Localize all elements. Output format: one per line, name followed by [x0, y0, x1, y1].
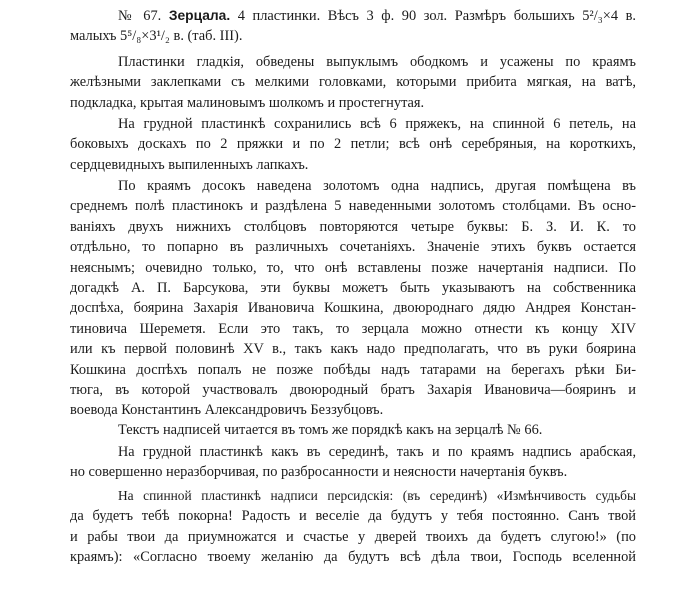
text-line: но совершенно неразборчивая, по разбросанности и неясности начертанія буквъ.	[70, 464, 568, 481]
text-line: Текстъ надписей читается въ томъ же порядкѣ какъ на зерцалѣ № 66.	[118, 422, 543, 438]
entry-description: 4 пластинки. Вѣсъ 3 ф. 90 зол. Размѣръ большихъ 5²/₃×4 в.	[237, 8, 636, 24]
text-line: и рабы твои да приумножатся и счастье у дверей твоихъ да будетъ слугою!» (по	[70, 528, 636, 545]
text-line: подкладка, крытая малиновымъ шолкомъ и простегнутая.	[70, 94, 425, 111]
paragraph-heading-entry-67	[70, 6, 636, 47]
text-line: краямъ): «Согласно твоему желанію да будутъ всѣ дѣла твои, Господь вселенной	[70, 549, 636, 566]
text-line: желѣзными заклепками съ мелкими головками, которыми прибита мягкая, на ватѣ,	[70, 74, 636, 91]
text-line: или къ первой половинѣ XV в., такъ какъ надо предполагать, что въ руки боярина	[70, 341, 636, 358]
paragraph-buckles	[70, 114, 636, 175]
paragraph-persian-inscription	[70, 486, 636, 568]
text-line: догадкѣ А. П. Барсукова, эти буквы можетъ быть указываютъ на собственника	[70, 280, 636, 297]
paragraph-inscriptions	[70, 176, 636, 421]
entry-title: Зерцала.	[168, 8, 231, 23]
text-line: На грудной пластинкѣ какъ въ серединѣ, такъ и по краямъ надпись арабская,	[118, 444, 636, 460]
text-line: доспѣха, боярина Захарія Ивановича Кошкина, двоюроднаго дядю Андрея Констан-	[70, 300, 636, 317]
text-line: да будетъ тебѣ покорна! Радость и веселіе да будутъ у тебя постоянно. Санъ твой	[70, 508, 636, 525]
text-line: тиновича Шереметя. Если это такъ, то зерцала можно отнести къ концу XIV	[70, 320, 636, 337]
text-line: На грудной пластинкѣ сохранились всѣ 6 пряжекъ, на спинной 6 петель, на	[118, 116, 636, 132]
text-line: неяснымъ; очевидно только, то, что онѣ вставлены позже начертанія надписи. По	[70, 259, 636, 276]
text-line	[70, 6, 636, 26]
text-line: Пластинки гладкія, обведены выпуклымъ ободкомъ и усажены по краямъ	[118, 54, 636, 70]
paragraph-arabic-inscription	[70, 442, 636, 483]
entry-number: № 67.	[118, 8, 162, 24]
text-line: По краямъ досокъ наведена золотомъ одна надпись, другая помѣщена въ	[118, 178, 636, 194]
text-line: отдѣльно, то попарно въ различныхъ сочетаніяхъ. Значеніе этихъ буквъ остается	[70, 239, 636, 256]
text-line: тюга, въ которой участвовалъ двоюродный братъ Захарія Ивановича—бояринъ и	[70, 382, 636, 399]
text-line: боковыхъ доскахъ по 2 пряжки и по 2 петли; всѣ онѣ серебряныя, на короткихъ,	[70, 136, 636, 153]
text-line: ваніяхъ двухъ нижнихъ столбцовъ повторяются четыре буквы: Б. З. И. К. то	[70, 218, 636, 235]
text-line: сердцевидныхъ выпиленныхъ лапкахъ.	[70, 156, 309, 173]
text-line: среднемъ полѣ пластинокъ и раздѣлена 5 наведенными золотомъ столбцами. Въ осно-	[70, 198, 636, 215]
text-line: воевода Константинъ Александровичъ Беззубцовъ.	[70, 402, 384, 419]
text-line: На спинной пластинкѣ надписи персидскія: (въ серединѣ) «Измѣнчивость судьбы	[118, 488, 636, 503]
text-line: малыхъ 5⁵/₈×3¹/₂ в. (таб. III).	[70, 28, 243, 45]
paragraph-reading-order	[70, 420, 636, 440]
paragraph-plates-description	[70, 52, 636, 113]
text-line: Кошкина доспѣхъ попалъ не позже побѣды надъ татарами на берегахъ рѣки Би-	[70, 361, 636, 378]
